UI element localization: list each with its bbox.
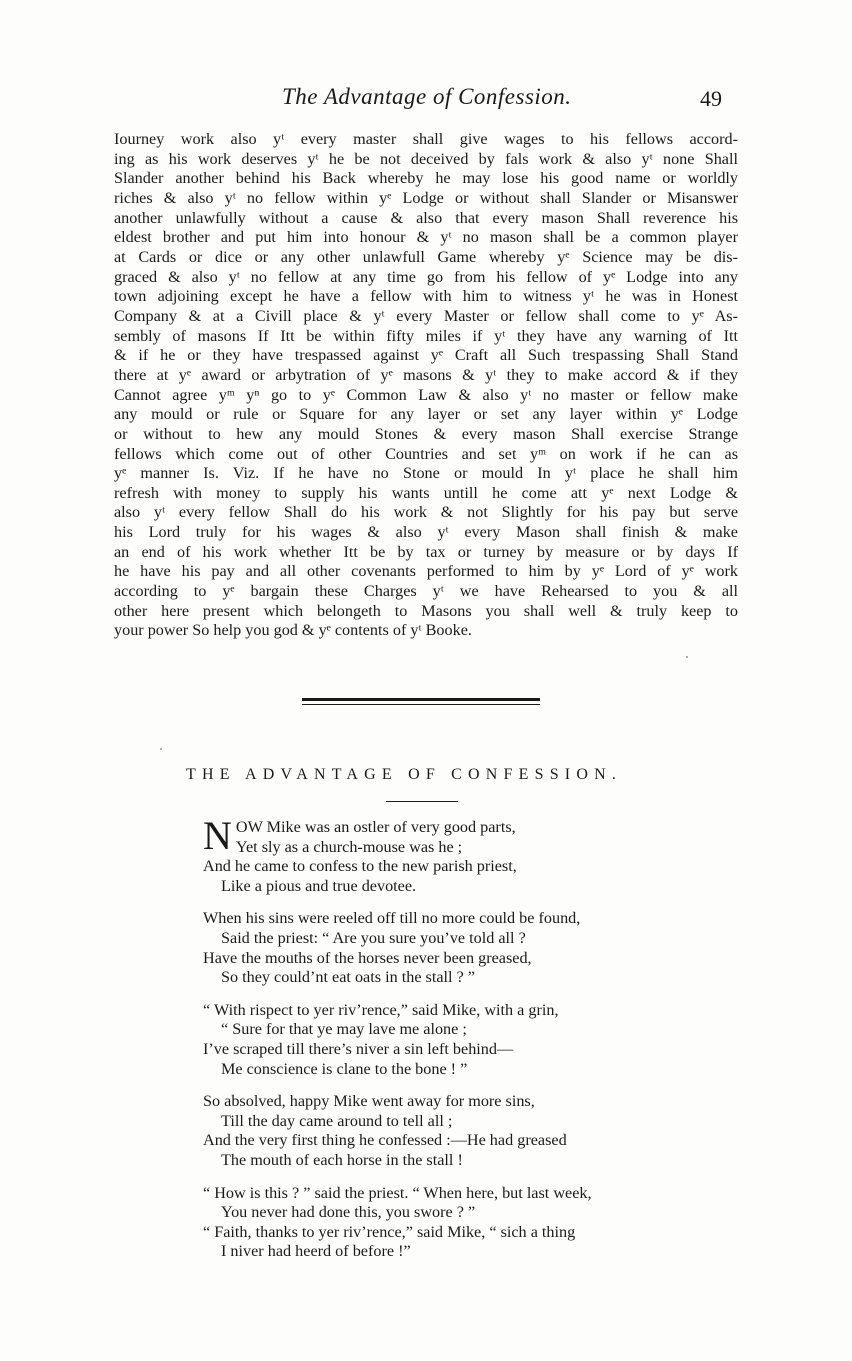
poem-line: When his sins were reeled off till no more could be found, (203, 909, 581, 928)
poem-stanza (203, 813, 703, 896)
poem-line: And he came to confess to the new parish priest, (203, 857, 517, 876)
prose-line: graced & also yᵗ no fellow at any time go from his fellow of yᵉ Lodge into any (114, 267, 738, 286)
prose-line: according to yᵉ bargain these Charges yᵗ we have Rehearsed to you & all (114, 582, 738, 601)
divider-thick-rule (302, 698, 540, 701)
poem-line: So absolved, happy Mike went away for more sins, (203, 1092, 535, 1111)
poem-stanza (203, 1001, 703, 1079)
poem-line: So they could’nt eat oats in the stall ? ” (221, 968, 475, 987)
prose-line: he have his pay and all other covenants performed to him by yᵉ Lord of yᵉ work (114, 562, 738, 581)
prose-line: refresh with money to supply his wants untill he come att yᵉ next Lodge & (114, 483, 738, 502)
poem-line: I’ve scraped till there’s niver a sin left behind— (203, 1039, 514, 1058)
running-head (0, 84, 852, 114)
prose-line: your power So help you god & yᵉ contents of yᵗ Booke. (114, 621, 472, 640)
prose-line: his Lord truly for his wages & also yᵗ every Mason shall finish & make (114, 523, 738, 542)
prose-line: & if he or they have trespassed against yᵉ Craft all Such trespassing Shall Stand (114, 346, 738, 365)
prose-line: yᵉ manner Is. Viz. If he have no Stone or mould In yᵗ place he shall him (114, 464, 738, 483)
page-number: 49 (700, 86, 722, 111)
prose-line: town adjoining except he have a fellow with him to witness yᵗ he was in Honest (114, 287, 738, 306)
print-speck (160, 748, 162, 750)
poem-line: “ Faith, thanks to yer riv’rence,” said Mike, “ sich a thing (203, 1222, 576, 1241)
prose-line: or without to hew any mould Stones & every mason Shall exercise Strange (114, 424, 738, 443)
poem-line: And the very first thing he confessed :—He had greased (203, 1131, 567, 1150)
prose-line: any mould or rule or Square for any layer or set any layer within yᵉ Lodge (114, 405, 738, 424)
drop-cap: N (203, 813, 232, 858)
poem-line: “ How is this ? ” said the priest. “ When here, but last week, (203, 1183, 592, 1202)
prose-line: fellows which come out of other Countries and set yᵐ on work if he can as (114, 444, 738, 463)
poem-line: Said the priest: “ Are you sure you’ve told all ? (221, 928, 526, 947)
prose-line: sembly of masons If Itt be within fifty miles if yᵗ they have any warning of Itt (114, 326, 738, 345)
prose-line: at Cards or dice or any other unlawfull Game whereby yᵉ Science may be dis- (114, 247, 738, 266)
prose-line: also yᵗ every fellow Shall do his work & not Slightly for his pay but serve (114, 503, 738, 522)
prose-line: ing as his work deserves yᵗ he be not deceived by fals work & also yᵗ none Shall (114, 149, 738, 168)
prose-line: other here present which belongeth to Masons you shall well & truly keep to (114, 601, 738, 620)
poem-line: “ With rispect to yer riv’rence,” said Mike, with a grin, (203, 1000, 559, 1019)
section-title: THE ADVANTAGE OF CONFESSION. (186, 766, 623, 783)
poem-line: The mouth of each horse in the stall ! (221, 1150, 463, 1169)
poem-line: Till the day came around to tell all ; (221, 1111, 453, 1130)
poem-line: Me conscience is clane to the bone ! ” (221, 1059, 468, 1078)
poem-line: Have the mouths of the horses never been greased, (203, 948, 532, 967)
poem-line: I niver had heerd of before !” (221, 1242, 411, 1261)
poem-line: Like a pious and true devotee. (221, 876, 417, 895)
poem-line: OW Mike was an ostler of very good parts, (235, 818, 516, 836)
poem-line: Yet sly as a church-mouse was he ; (235, 837, 463, 856)
prose-line: eldest brother and put him into honour & yᵗ no mason shall be a common player (114, 228, 738, 247)
prose-line: there at yᵉ award or arbytration of yᵉ masons & yᵗ they to make accord & if they (114, 365, 738, 384)
prose-line: riches & also yᵗ no fellow within yᵉ Lodge or without shall Slander or Misanswer (114, 188, 738, 207)
title-short-rule (386, 801, 458, 802)
poem-stanza (203, 1092, 703, 1170)
poem-line: You never had done this, you swore ? ” (221, 1203, 476, 1222)
divider-thin-rule (302, 704, 540, 705)
poem-stanza (203, 1184, 703, 1262)
prose-line: Iourney work also yᵗ every master shall give wages to his fellows accord- (114, 130, 738, 148)
poem-line: “ Sure for that ye may lave me alone ; (221, 1020, 467, 1039)
section-divider (302, 698, 540, 705)
poem-stanza (203, 909, 703, 987)
prose-line: another unlawfully without a cause & also that every mason Shall reverence his (114, 208, 738, 227)
poem (203, 813, 703, 1275)
prose-line: Company & at a Civill place & yᵗ every Master or fellow shall come to yᵉ As- (114, 306, 738, 325)
print-speck (686, 656, 688, 658)
running-title: The Advantage of Confession. (282, 84, 572, 109)
prose-line: Slander another behind his Back whereby he may lose his good name or worldly (114, 169, 738, 188)
prose-block (114, 130, 738, 641)
prose-line: an end of his work whether Itt be by tax or turney by measure or by days If (114, 542, 738, 561)
prose-line: Cannot agree yᵐ yⁿ go to yᵉ Common Law & also yᵗ no master or fellow make (114, 385, 738, 404)
